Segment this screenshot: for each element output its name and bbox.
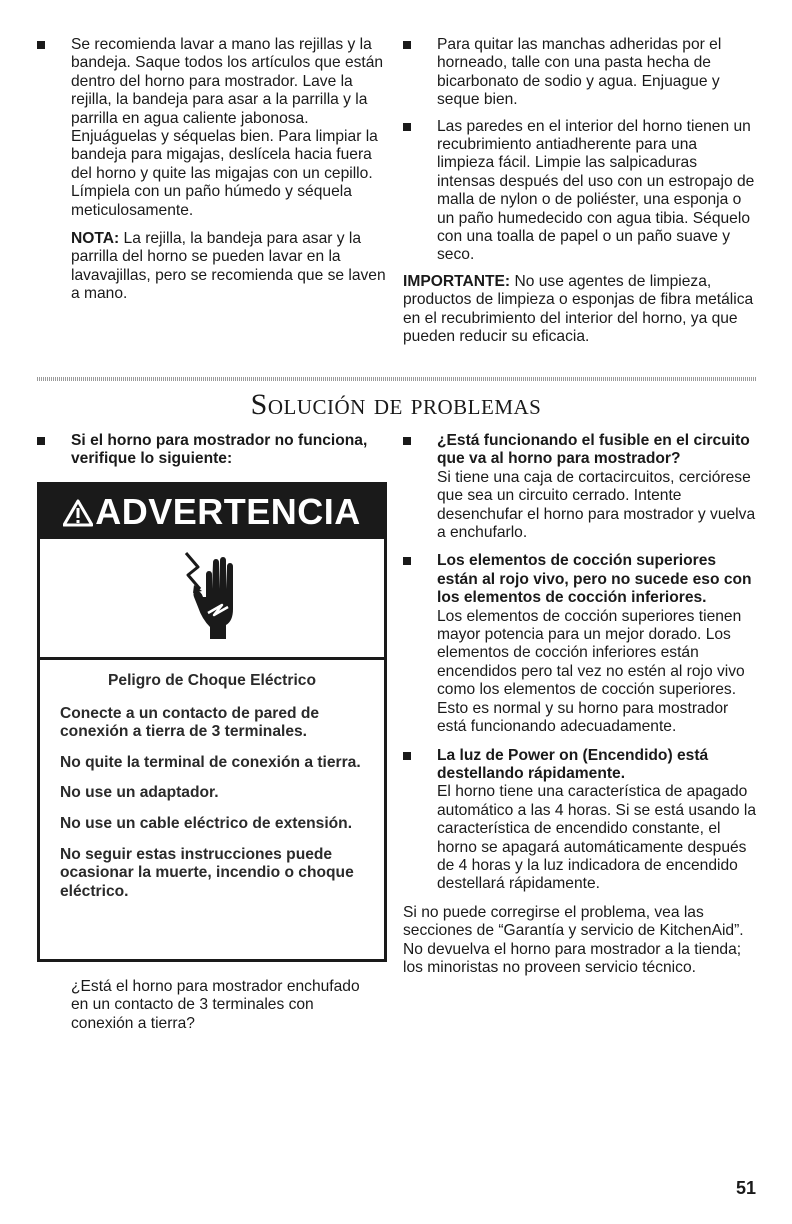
lower-right-column <box>403 432 757 977</box>
electric-shock-hand-icon <box>180 549 250 649</box>
top-right-column <box>403 36 757 347</box>
item-body: Los elementos de cocción superiores tienen mayor potencia para un mejor dorado. Los elementos de cocción inferiores están encendidos pero tal vez no estén al rojo vivo como los elementos de cocción superiores. Esto es normal y su horno para mostrador está funcionando adecuadamente. <box>437 607 745 736</box>
warning-title: Peligro de Choque Eléctrico <box>108 672 316 689</box>
warning-box <box>37 482 387 962</box>
top-left-column <box>37 36 389 304</box>
warning-line: Conecte a un contacto de pared de conexión a tierra de 3 terminales. <box>60 704 320 741</box>
item-title: Los elementos de cocción superiores están al rojo vivo, pero no sucede eso con los elementos de cocción inferiores. <box>437 552 752 607</box>
important-label: IMPORTANTE: <box>403 272 511 290</box>
warning-triangle-icon <box>63 499 93 527</box>
list-item: Para quitar las manchas adheridas por el horneado, talle con una pasta hecha de bicarbonato de sodio y agua. Enjuague y seque bien. <box>403 36 757 110</box>
list-item <box>403 747 757 894</box>
outlet-question: ¿Está el horno para mostrador enchufado en un contacto de 3 terminales con conexión a tierra? <box>71 978 360 1032</box>
note-text: La rejilla, la bandeja para asar y la parrilla del horno se pueden lavar en la lavavajillas, pero se recomienda que se laven a mano. <box>71 230 386 303</box>
note-paragraph <box>37 230 389 304</box>
important-text: No use agentes de limpieza, productos de limpieza o esponjas de fibra metálica en el recubrimiento del interior del horno, ya que pueden reducir su eficacia. <box>403 272 754 346</box>
item-body: Si tiene una caja de cortacircuitos, cerciórese que sea un circuito cerrado. Intente desenchufar el horno para mostrador y vuelva a enchufarlo. <box>437 468 756 542</box>
list-item: Se recomienda lavar a mano las rejillas y la bandeja. Saque todos los artículos que están dentro del horno para mostrador. Lave la rejilla, la bandeja para asar a la parrilla y la parrilla en agua caliente jabonosa. Enjuáguelas y séquelas bien. Para limpiar la bandeja para migajas, deslícela hacia fuera del horno y quite las migajas con un cepillo. Límpiela con un paño húmedo y séquela meticulosamente. <box>37 36 389 220</box>
warning-header <box>40 485 384 539</box>
list-item <box>403 432 757 542</box>
item-title: ¿Está funcionando el fusible en el circuito que va al horno para mostrador? <box>437 432 750 468</box>
section-divider <box>37 377 757 381</box>
warning-line: No seguir estas instrucciones puede ocasionar la muerte, incendio o choque eléctrico. <box>60 845 354 900</box>
closing-paragraph: Si no puede corregirse el problema, vea las secciones de “Garantía y servicio de KitchenAid”. No devuelva el horno para mostrador a la tienda; los minoristas no proveen servicio técnico. <box>403 903 744 976</box>
list-item <box>403 552 757 736</box>
section-title-text: Solución de problemas <box>250 388 542 421</box>
warning-line: No quite la terminal de conexión a tierra. <box>60 753 361 771</box>
warning-header-text: ADVERTENCIA <box>95 491 361 532</box>
note-label: NOTA: <box>71 230 120 248</box>
troubleshoot-heading: Si el horno para mostrador no funciona, verifique lo siguiente: <box>37 432 389 469</box>
warning-line: No use un cable eléctrico de extensión. <box>60 814 353 832</box>
important-paragraph <box>403 273 757 347</box>
warning-icon-area <box>40 539 384 660</box>
item-title: La luz de Power on (Encendido) está destellando rápidamente. <box>437 746 709 782</box>
lower-left-heading <box>37 432 389 469</box>
section-title <box>0 388 792 422</box>
warning-line: No use un adaptador. <box>60 784 219 802</box>
warning-text <box>40 660 384 901</box>
item-body: El horno tiene una característica de apagado automático a las 4 horas. Si se está usando la característica de encendido constante, el horno se apagará automáticamente después de 4 horas y la luz indicadora de encendido destellará rápidamente. <box>437 783 756 893</box>
list-item: Las paredes en el interior del horno tienen un recubrimiento antiadherente para una limpieza fácil. Limpie las salpicaduras intensas después del uso con un estropajo de malla de nylon o de poliéster, una esponja o un paño humedecido con agua tibia. Séquelo con una toalla de papel o un paño suave y seco. <box>403 118 757 265</box>
page-number: 51 <box>735 1178 756 1198</box>
